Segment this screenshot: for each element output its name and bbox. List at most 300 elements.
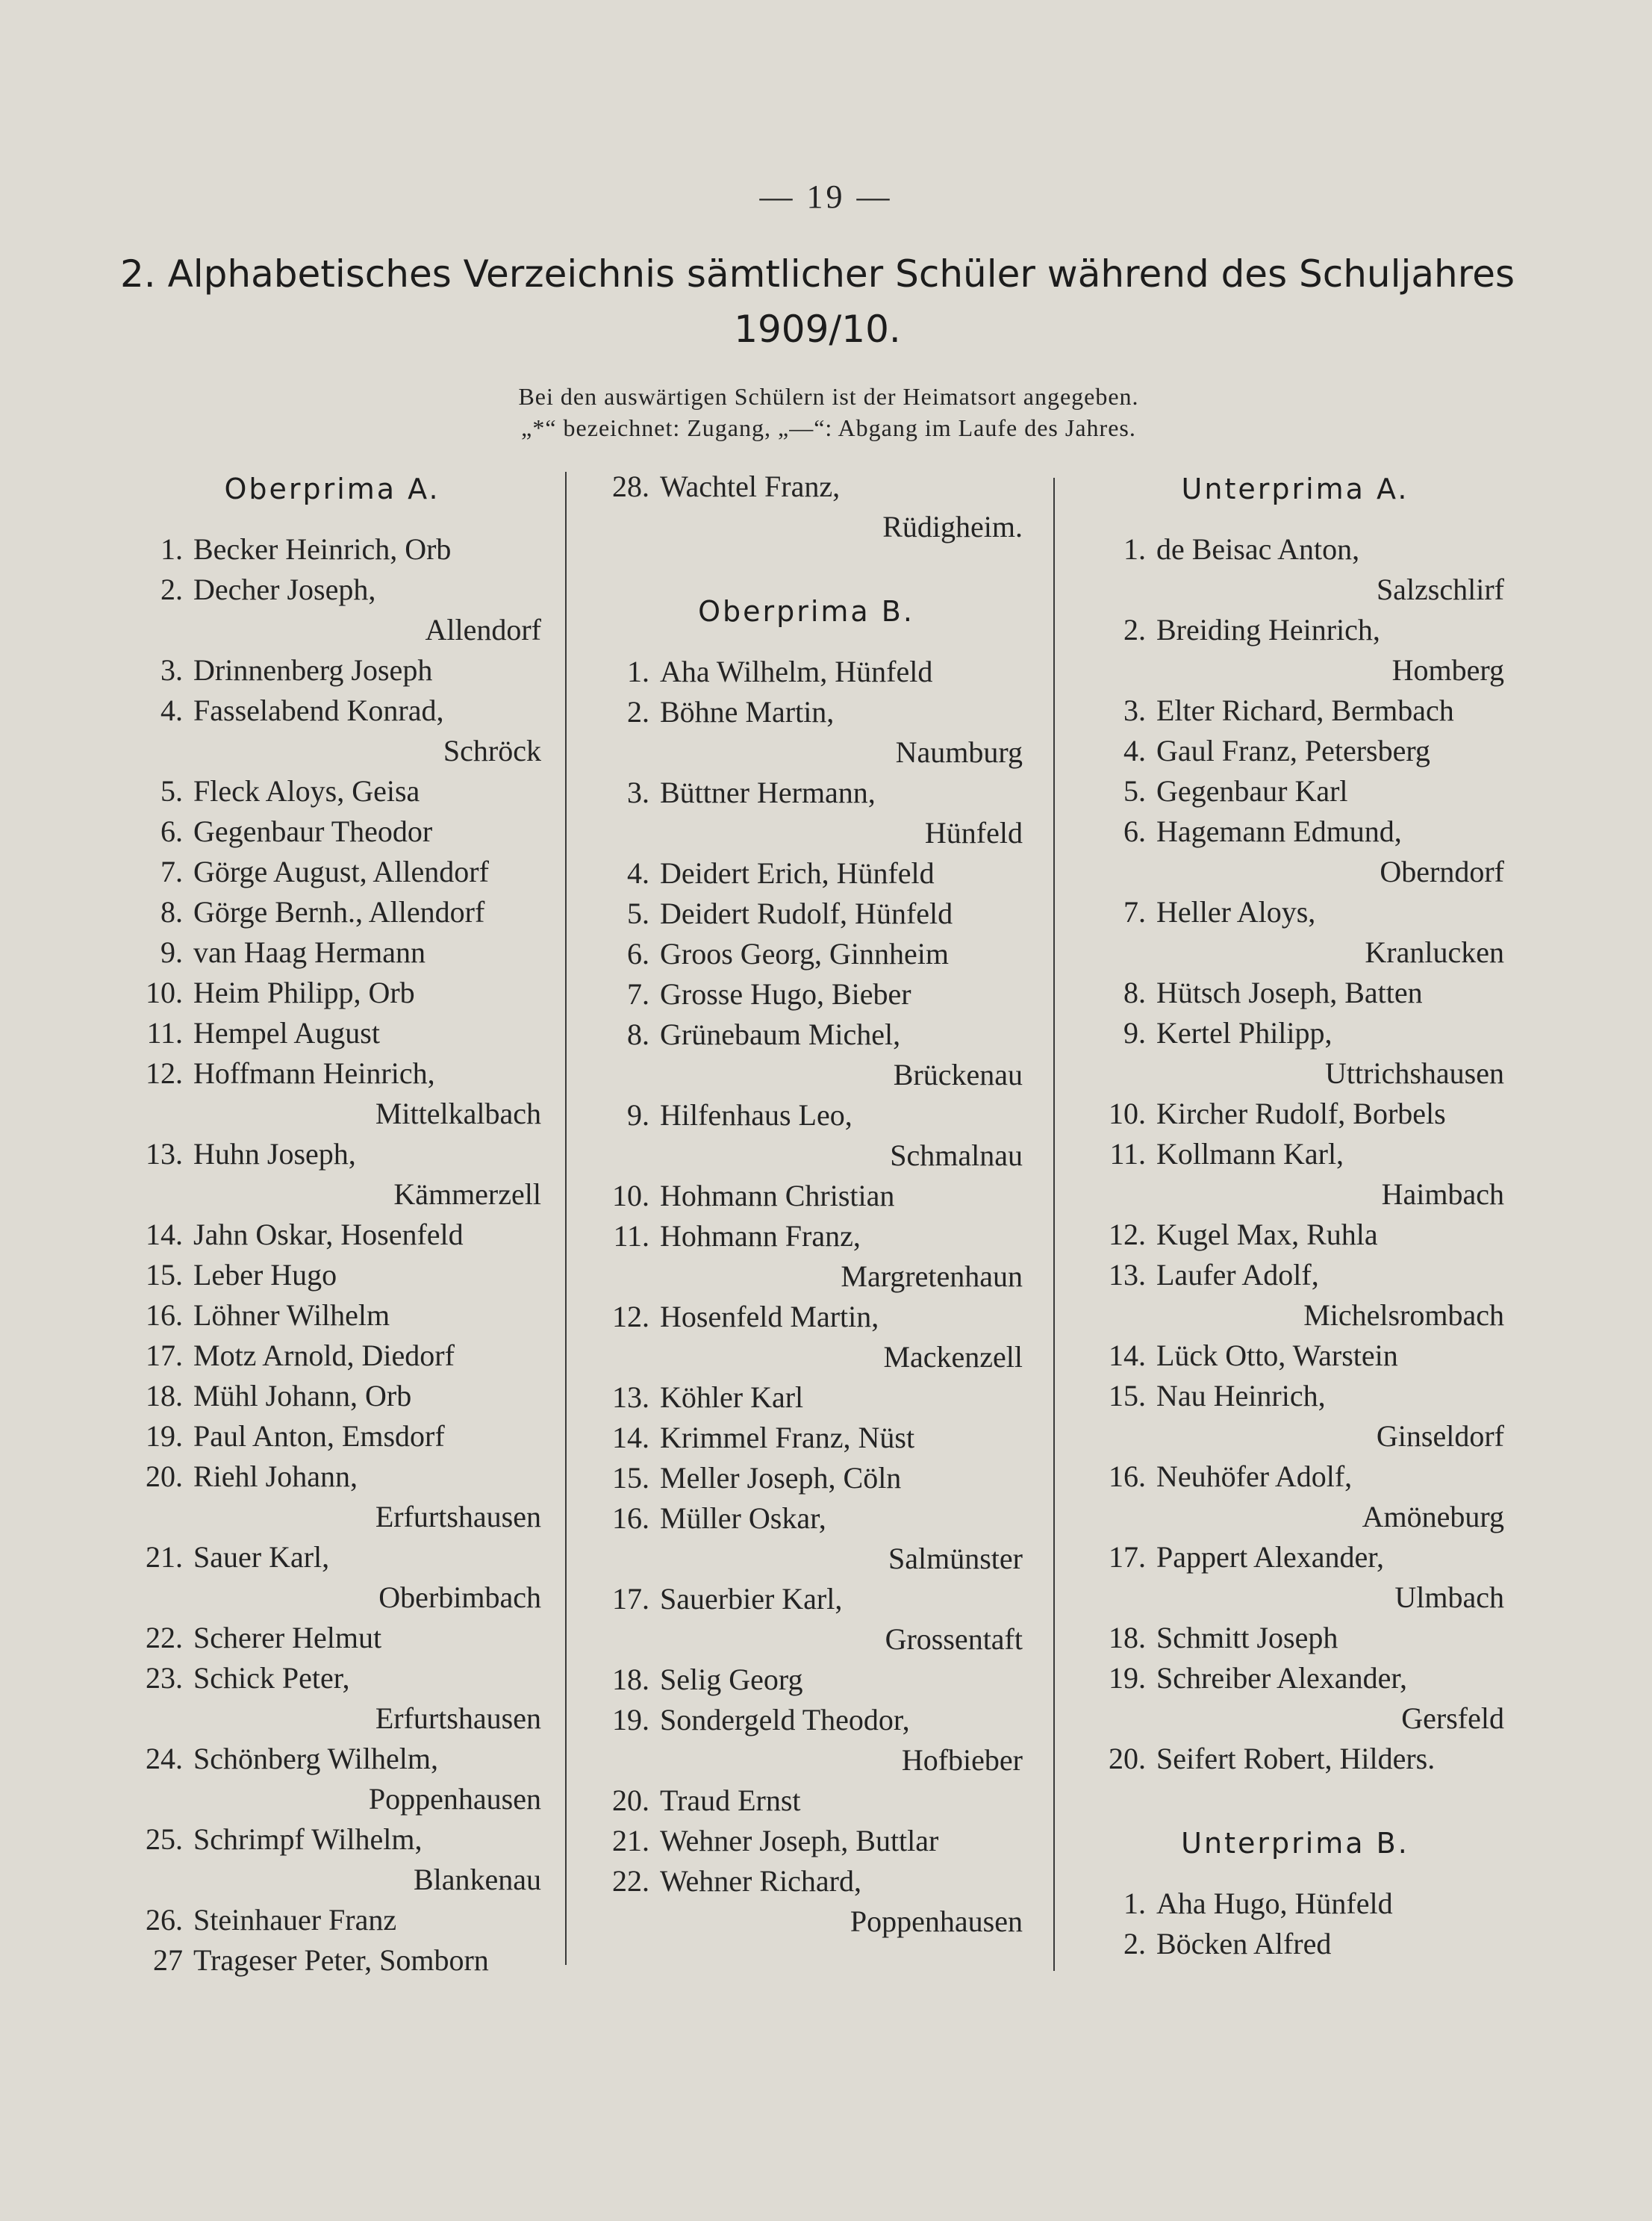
student-entry bbox=[590, 1216, 1023, 1297]
student-number: 22. bbox=[146, 1621, 183, 1654]
student-entry bbox=[590, 773, 1023, 853]
student-entry bbox=[590, 1176, 1023, 1216]
student-line bbox=[1086, 1255, 1504, 1295]
student-name: Grünebaum Michel, bbox=[660, 1018, 901, 1051]
student-name: Trageser Peter, Somborn bbox=[193, 1943, 489, 1977]
student-name: Gegenbaur Theodor bbox=[193, 814, 433, 848]
student-number: 18. bbox=[146, 1379, 183, 1412]
student-name: Seifert Robert, Hilders. bbox=[1156, 1742, 1436, 1775]
student-hometown: Michelsrombach bbox=[1303, 1298, 1504, 1332]
student-name: Krimmel Franz, Nüst bbox=[660, 1421, 915, 1454]
student-line bbox=[123, 1134, 541, 1174]
student-entry bbox=[123, 852, 541, 892]
student-number: 2. bbox=[627, 695, 649, 729]
student-name: Elter Richard, Bermbach bbox=[1156, 694, 1454, 727]
student-line bbox=[123, 1537, 541, 1577]
student-hometown: Homberg bbox=[1391, 653, 1504, 687]
student-name: Aha Wilhelm, Hünfeld bbox=[660, 655, 933, 688]
student-line bbox=[590, 692, 1023, 732]
student-number: 14. bbox=[146, 1218, 183, 1251]
student-name: Wehner Joseph, Buttlar bbox=[660, 1824, 939, 1857]
student-line bbox=[123, 1376, 541, 1416]
subtitle-notes bbox=[224, 381, 1433, 443]
student-line bbox=[1086, 1739, 1504, 1779]
student-hometown: Haimbach bbox=[1381, 1177, 1504, 1211]
student-entry bbox=[123, 1416, 541, 1457]
student-name: Nau Heinrich, bbox=[1156, 1379, 1326, 1412]
student-name: Löhner Wilhelm bbox=[193, 1298, 390, 1332]
column-divider bbox=[565, 472, 567, 1965]
student-line bbox=[1086, 731, 1504, 771]
student-hometown: Margretenhaun bbox=[841, 1259, 1023, 1293]
class-heading: Unterprima B. bbox=[1181, 1827, 1409, 1860]
student-name: Aha Hugo, Hünfeld bbox=[1156, 1887, 1393, 1920]
student-name: Groos Georg, Ginnheim bbox=[660, 937, 949, 971]
student-name: Leber Hugo bbox=[193, 1258, 337, 1292]
student-entry bbox=[1086, 892, 1504, 973]
student-entry bbox=[590, 934, 1023, 974]
class-heading: Oberprima A. bbox=[224, 473, 440, 505]
student-name: Breiding Heinrich, bbox=[1156, 613, 1380, 647]
student-number: 28. bbox=[612, 470, 649, 503]
student-name: Schönberg Wilhelm, bbox=[193, 1742, 438, 1775]
student-name: Fasselabend Konrad, bbox=[193, 694, 444, 727]
student-hometown: Poppenhausen bbox=[368, 1782, 541, 1816]
student-entry bbox=[1086, 731, 1504, 771]
student-entry bbox=[1086, 691, 1504, 731]
student-hometown: Kranlucken bbox=[1365, 935, 1504, 969]
student-entry bbox=[590, 1498, 1023, 1579]
student-line bbox=[1086, 691, 1504, 731]
column-3 bbox=[1086, 467, 1504, 1964]
student-entry bbox=[1086, 1013, 1504, 1094]
student-number: 7. bbox=[627, 977, 649, 1011]
student-entry bbox=[1086, 529, 1504, 610]
student-entry bbox=[123, 1255, 541, 1295]
student-name: Hoffmann Heinrich, bbox=[193, 1056, 435, 1090]
student-name: Hagemann Edmund, bbox=[1156, 814, 1402, 848]
student-line bbox=[1086, 1215, 1504, 1255]
student-name: Kertel Philipp, bbox=[1156, 1016, 1332, 1050]
student-number: 1. bbox=[1123, 1887, 1146, 1920]
student-number: 13. bbox=[1109, 1258, 1146, 1292]
student-number: 18. bbox=[1109, 1621, 1146, 1654]
student-entry bbox=[1086, 1094, 1504, 1134]
student-number: 24. bbox=[146, 1742, 183, 1775]
student-entry bbox=[590, 1700, 1023, 1781]
student-name: Wehner Richard, bbox=[660, 1864, 861, 1898]
student-number: 3. bbox=[1123, 694, 1146, 727]
student-number: 22. bbox=[612, 1864, 649, 1898]
student-name: Deidert Rudolf, Hünfeld bbox=[660, 897, 953, 930]
student-line bbox=[1086, 1658, 1504, 1698]
student-line bbox=[590, 1700, 1023, 1740]
student-number: 20. bbox=[1109, 1742, 1146, 1775]
student-name: Hütsch Joseph, Batten bbox=[1156, 976, 1423, 1009]
student-entry bbox=[1086, 1255, 1504, 1336]
student-line bbox=[123, 973, 541, 1013]
student-entry bbox=[590, 1579, 1023, 1660]
student-number: 4. bbox=[160, 694, 183, 727]
student-name: Sauerbier Karl, bbox=[660, 1582, 843, 1616]
student-line bbox=[590, 1095, 1023, 1136]
student-entry bbox=[123, 1618, 541, 1658]
student-line bbox=[590, 1418, 1023, 1458]
student-line bbox=[123, 650, 541, 691]
student-number: 4. bbox=[1123, 734, 1146, 767]
student-line bbox=[1086, 1094, 1504, 1134]
note-home-town: Bei den auswärtigen Schülern ist der Heimatsort angegeben. bbox=[518, 383, 1139, 410]
student-number: 19. bbox=[146, 1419, 183, 1453]
student-line bbox=[123, 1255, 541, 1295]
student-name: Müller Oskar, bbox=[660, 1501, 826, 1535]
student-name: Huhn Joseph, bbox=[193, 1137, 356, 1171]
student-line bbox=[590, 1821, 1023, 1861]
student-line bbox=[1086, 812, 1504, 852]
student-entry bbox=[1086, 1924, 1504, 1964]
student-number: 5. bbox=[160, 774, 183, 808]
student-line bbox=[1086, 1134, 1504, 1174]
student-name: Gegenbaur Karl bbox=[1156, 774, 1348, 808]
student-number: 14. bbox=[1109, 1339, 1146, 1372]
student-number: 9. bbox=[1123, 1016, 1146, 1050]
student-line bbox=[1086, 610, 1504, 650]
student-hometown: Mittelkalbach bbox=[375, 1097, 541, 1130]
student-number: 16. bbox=[146, 1298, 183, 1332]
page-number: — 19 — bbox=[759, 178, 893, 215]
student-number: 27 bbox=[153, 1943, 183, 1977]
student-number: 11. bbox=[613, 1219, 649, 1253]
student-name: Köhler Karl bbox=[660, 1380, 804, 1414]
student-entry bbox=[590, 467, 1023, 547]
section-gap bbox=[590, 547, 1023, 589]
student-entry bbox=[590, 1015, 1023, 1095]
student-line bbox=[123, 1295, 541, 1336]
student-name: Kollmann Karl, bbox=[1156, 1137, 1344, 1171]
student-name: Schmitt Joseph bbox=[1156, 1621, 1338, 1654]
section-gap bbox=[1086, 1779, 1504, 1821]
student-name: Sauer Karl, bbox=[193, 1540, 330, 1574]
student-entry bbox=[123, 1457, 541, 1537]
student-line bbox=[123, 1336, 541, 1376]
student-entry bbox=[123, 1295, 541, 1336]
student-number: 13. bbox=[146, 1137, 183, 1171]
student-number: 20. bbox=[612, 1784, 649, 1817]
student-number: 6. bbox=[627, 937, 649, 971]
student-hometown: Schröck bbox=[443, 734, 541, 767]
student-entry bbox=[1086, 1134, 1504, 1215]
student-number: 9. bbox=[627, 1098, 649, 1132]
student-entry bbox=[590, 1297, 1023, 1377]
student-hometown: Ulmbach bbox=[1394, 1580, 1504, 1614]
student-line bbox=[590, 1498, 1023, 1539]
student-number: 16. bbox=[612, 1501, 649, 1535]
student-entry bbox=[1086, 1884, 1504, 1924]
student-number: 25. bbox=[146, 1822, 183, 1856]
student-entry bbox=[590, 1821, 1023, 1861]
class-heading: Oberprima B. bbox=[698, 595, 914, 628]
student-line bbox=[123, 1658, 541, 1698]
student-entry bbox=[123, 1537, 541, 1618]
student-entry bbox=[123, 771, 541, 812]
student-number: 15. bbox=[146, 1258, 183, 1292]
student-hometown: Mackenzell bbox=[883, 1340, 1023, 1374]
student-number: 3. bbox=[627, 776, 649, 809]
student-hometown: Gersfeld bbox=[1401, 1701, 1504, 1735]
student-hometown: Oberbimbach bbox=[378, 1580, 541, 1614]
student-number: 12. bbox=[612, 1300, 649, 1333]
student-entry bbox=[1086, 973, 1504, 1013]
student-entry bbox=[590, 652, 1023, 692]
student-line bbox=[123, 932, 541, 973]
student-line bbox=[123, 1457, 541, 1497]
student-name: Grosse Hugo, Bieber bbox=[660, 977, 911, 1011]
student-entry bbox=[1086, 771, 1504, 812]
student-line bbox=[590, 1781, 1023, 1821]
student-name: Traud Ernst bbox=[660, 1784, 801, 1817]
student-entry bbox=[123, 973, 541, 1013]
student-entry bbox=[123, 691, 541, 771]
student-number: 16. bbox=[1109, 1460, 1146, 1493]
student-name: Görge August, Allendorf bbox=[193, 855, 489, 888]
student-hometown: Schmalnau bbox=[890, 1138, 1023, 1172]
student-number: 20. bbox=[146, 1460, 183, 1493]
student-number: 1. bbox=[1123, 532, 1146, 566]
student-entry bbox=[590, 894, 1023, 934]
student-hometown: Salzschlirf bbox=[1376, 573, 1504, 606]
student-name: Heim Philipp, Orb bbox=[193, 976, 415, 1009]
student-line bbox=[590, 1297, 1023, 1337]
student-name: Gaul Franz, Petersberg bbox=[1156, 734, 1430, 767]
student-name: Kircher Rudolf, Borbels bbox=[1156, 1097, 1446, 1130]
student-line bbox=[1086, 1013, 1504, 1053]
student-name: Böcken Alfred bbox=[1156, 1927, 1332, 1960]
column-divider bbox=[1053, 478, 1055, 1971]
student-line bbox=[123, 1215, 541, 1255]
student-entry bbox=[123, 1134, 541, 1215]
student-name: Fleck Aloys, Geisa bbox=[193, 774, 420, 808]
student-hometown: Uttrichshausen bbox=[1325, 1056, 1504, 1090]
student-hometown: Blankenau bbox=[413, 1863, 541, 1896]
student-hometown: Grossentaft bbox=[885, 1622, 1023, 1656]
student-number: 12. bbox=[1109, 1218, 1146, 1251]
student-line bbox=[1086, 1537, 1504, 1577]
student-number: 2. bbox=[1123, 613, 1146, 647]
student-line bbox=[1086, 529, 1504, 570]
student-name: Görge Bernh., Allendorf bbox=[193, 895, 485, 929]
student-name: Lück Otto, Warstein bbox=[1156, 1339, 1398, 1372]
student-line bbox=[590, 1015, 1023, 1055]
student-name: Schrimpf Wilhelm, bbox=[193, 1822, 423, 1856]
student-line bbox=[1086, 1924, 1504, 1964]
student-line bbox=[123, 1940, 541, 1981]
student-line bbox=[123, 1819, 541, 1860]
student-name: Deidert Erich, Hünfeld bbox=[660, 856, 935, 890]
student-number: 3. bbox=[160, 653, 183, 687]
student-line bbox=[1086, 1618, 1504, 1658]
student-name: Pappert Alexander, bbox=[1156, 1540, 1384, 1574]
student-entry bbox=[590, 1660, 1023, 1700]
student-line bbox=[590, 1377, 1023, 1418]
student-line bbox=[123, 1900, 541, 1940]
student-hometown: Ginseldorf bbox=[1376, 1419, 1504, 1453]
student-name: Meller Joseph, Cöln bbox=[660, 1461, 902, 1495]
student-entry bbox=[590, 853, 1023, 894]
student-entry bbox=[590, 1781, 1023, 1821]
student-number: 21. bbox=[612, 1824, 649, 1857]
student-line bbox=[1086, 1457, 1504, 1497]
student-name: Schick Peter, bbox=[193, 1661, 350, 1695]
student-hometown: Oberndorf bbox=[1380, 855, 1504, 888]
student-line bbox=[590, 1458, 1023, 1498]
student-name: Heller Aloys, bbox=[1156, 895, 1316, 929]
student-line bbox=[590, 1660, 1023, 1700]
student-number: 26. bbox=[146, 1903, 183, 1937]
student-name: Neuhöfer Adolf, bbox=[1156, 1460, 1353, 1493]
student-line bbox=[123, 1416, 541, 1457]
student-number: 21. bbox=[146, 1540, 183, 1574]
student-line bbox=[590, 974, 1023, 1015]
student-line bbox=[123, 1739, 541, 1779]
student-number: 2. bbox=[160, 573, 183, 606]
student-name: Hohmann Christian bbox=[660, 1179, 895, 1212]
student-entry bbox=[123, 1658, 541, 1739]
student-number: 8. bbox=[627, 1018, 649, 1051]
student-number: 1. bbox=[627, 655, 649, 688]
student-name: van Haag Hermann bbox=[193, 935, 426, 969]
class-heading: Unterprima A. bbox=[1181, 473, 1409, 505]
student-line bbox=[123, 812, 541, 852]
student-number: 15. bbox=[612, 1461, 649, 1495]
student-line bbox=[590, 1579, 1023, 1619]
student-number: 10. bbox=[612, 1179, 649, 1212]
student-line bbox=[590, 1176, 1023, 1216]
student-number: 5. bbox=[1123, 774, 1146, 808]
student-number: 14. bbox=[612, 1421, 649, 1454]
student-name: Becker Heinrich, Orb bbox=[193, 532, 452, 566]
student-entry bbox=[590, 1458, 1023, 1498]
student-number: 19. bbox=[1109, 1661, 1146, 1695]
student-line bbox=[123, 691, 541, 731]
student-number: 18. bbox=[612, 1663, 649, 1696]
student-entry bbox=[1086, 1537, 1504, 1618]
student-number: 12. bbox=[146, 1056, 183, 1090]
student-entry bbox=[590, 1418, 1023, 1458]
student-name: Mühl Johann, Orb bbox=[193, 1379, 412, 1412]
student-entry bbox=[1086, 610, 1504, 691]
student-line bbox=[590, 1216, 1023, 1256]
student-name: Sondergeld Theodor, bbox=[660, 1703, 910, 1736]
student-hometown: Hünfeld bbox=[924, 816, 1023, 850]
student-name: Steinhauer Franz bbox=[193, 1903, 397, 1937]
page-title: 2. Alphabetisches Verzeichnis sämtlicher Schüler während des Schuljahres 1909/10. bbox=[119, 252, 1515, 351]
student-hometown: Erfurtshausen bbox=[375, 1701, 541, 1735]
student-line bbox=[123, 1013, 541, 1053]
student-name: Wachtel Franz, bbox=[660, 470, 841, 503]
student-line bbox=[1086, 1336, 1504, 1376]
student-number: 4. bbox=[627, 856, 649, 890]
student-name: Hilfenhaus Leo, bbox=[660, 1098, 853, 1132]
student-line bbox=[590, 934, 1023, 974]
student-number: 19. bbox=[612, 1703, 649, 1736]
student-hometown: Salmünster bbox=[888, 1542, 1023, 1575]
student-entry bbox=[123, 1819, 541, 1900]
student-name: Paul Anton, Emsdorf bbox=[193, 1419, 445, 1453]
student-name: Böhne Martin, bbox=[660, 695, 835, 729]
note-symbols: „*“ bezeichnet: Zugang, „—“: Abgang im Laufe des Jahres. bbox=[521, 414, 1136, 441]
student-number: 8. bbox=[1123, 976, 1146, 1009]
student-line bbox=[590, 894, 1023, 934]
student-line bbox=[123, 852, 541, 892]
student-entry bbox=[1086, 1658, 1504, 1739]
student-number: 1. bbox=[160, 532, 183, 566]
student-line bbox=[1086, 1884, 1504, 1924]
student-entry bbox=[123, 1013, 541, 1053]
student-number: 17. bbox=[146, 1339, 183, 1372]
student-number: 6. bbox=[160, 814, 183, 848]
student-entry bbox=[123, 650, 541, 691]
student-line bbox=[1086, 973, 1504, 1013]
student-name: de Beisac Anton, bbox=[1156, 532, 1360, 566]
student-name: Riehl Johann, bbox=[193, 1460, 358, 1493]
student-name: Selig Georg bbox=[660, 1663, 803, 1696]
student-number: 6. bbox=[1123, 814, 1146, 848]
student-number: 2. bbox=[1123, 1927, 1146, 1960]
student-hometown: Erfurtshausen bbox=[375, 1500, 541, 1533]
student-number: 8. bbox=[160, 895, 183, 929]
student-entry bbox=[123, 1940, 541, 1981]
student-number: 11. bbox=[1109, 1137, 1146, 1171]
student-entry bbox=[1086, 1376, 1504, 1457]
student-name: Hohmann Franz, bbox=[660, 1219, 861, 1253]
student-number: 13. bbox=[612, 1380, 649, 1414]
student-line bbox=[1086, 771, 1504, 812]
student-entry bbox=[123, 570, 541, 650]
student-name: Hosenfeld Martin, bbox=[660, 1300, 879, 1333]
student-line bbox=[1086, 892, 1504, 932]
student-name: Hempel August bbox=[193, 1016, 380, 1050]
student-entry bbox=[123, 1215, 541, 1255]
student-name: Motz Arnold, Diedorf bbox=[193, 1339, 455, 1372]
student-name: Kugel Max, Ruhla bbox=[1156, 1218, 1378, 1251]
student-line bbox=[123, 892, 541, 932]
student-hometown: Hofbieber bbox=[901, 1743, 1023, 1777]
student-number: 10. bbox=[146, 976, 183, 1009]
student-number: 7. bbox=[1123, 895, 1146, 929]
student-entry bbox=[123, 1376, 541, 1416]
student-name: Laufer Adolf, bbox=[1156, 1258, 1319, 1292]
student-line bbox=[123, 1053, 541, 1094]
student-entry bbox=[1086, 1739, 1504, 1779]
column-1 bbox=[123, 467, 541, 1981]
student-line bbox=[123, 771, 541, 812]
student-entry bbox=[590, 1861, 1023, 1942]
student-name: Drinnenberg Joseph bbox=[193, 653, 433, 687]
student-name: Decher Joseph, bbox=[193, 573, 376, 606]
student-entry bbox=[1086, 1336, 1504, 1376]
student-name: Schreiber Alexander, bbox=[1156, 1661, 1408, 1695]
student-number: 17. bbox=[612, 1582, 649, 1616]
student-hometown: Rüdigheim. bbox=[882, 510, 1023, 543]
student-line bbox=[590, 467, 1023, 507]
student-hometown: Brückenau bbox=[893, 1058, 1023, 1091]
student-entry bbox=[123, 1739, 541, 1819]
student-entry bbox=[1086, 1457, 1504, 1537]
student-entry bbox=[590, 974, 1023, 1015]
column-2 bbox=[590, 467, 1023, 1942]
student-number: 9. bbox=[160, 935, 183, 969]
student-hometown: Allendorf bbox=[425, 613, 541, 647]
